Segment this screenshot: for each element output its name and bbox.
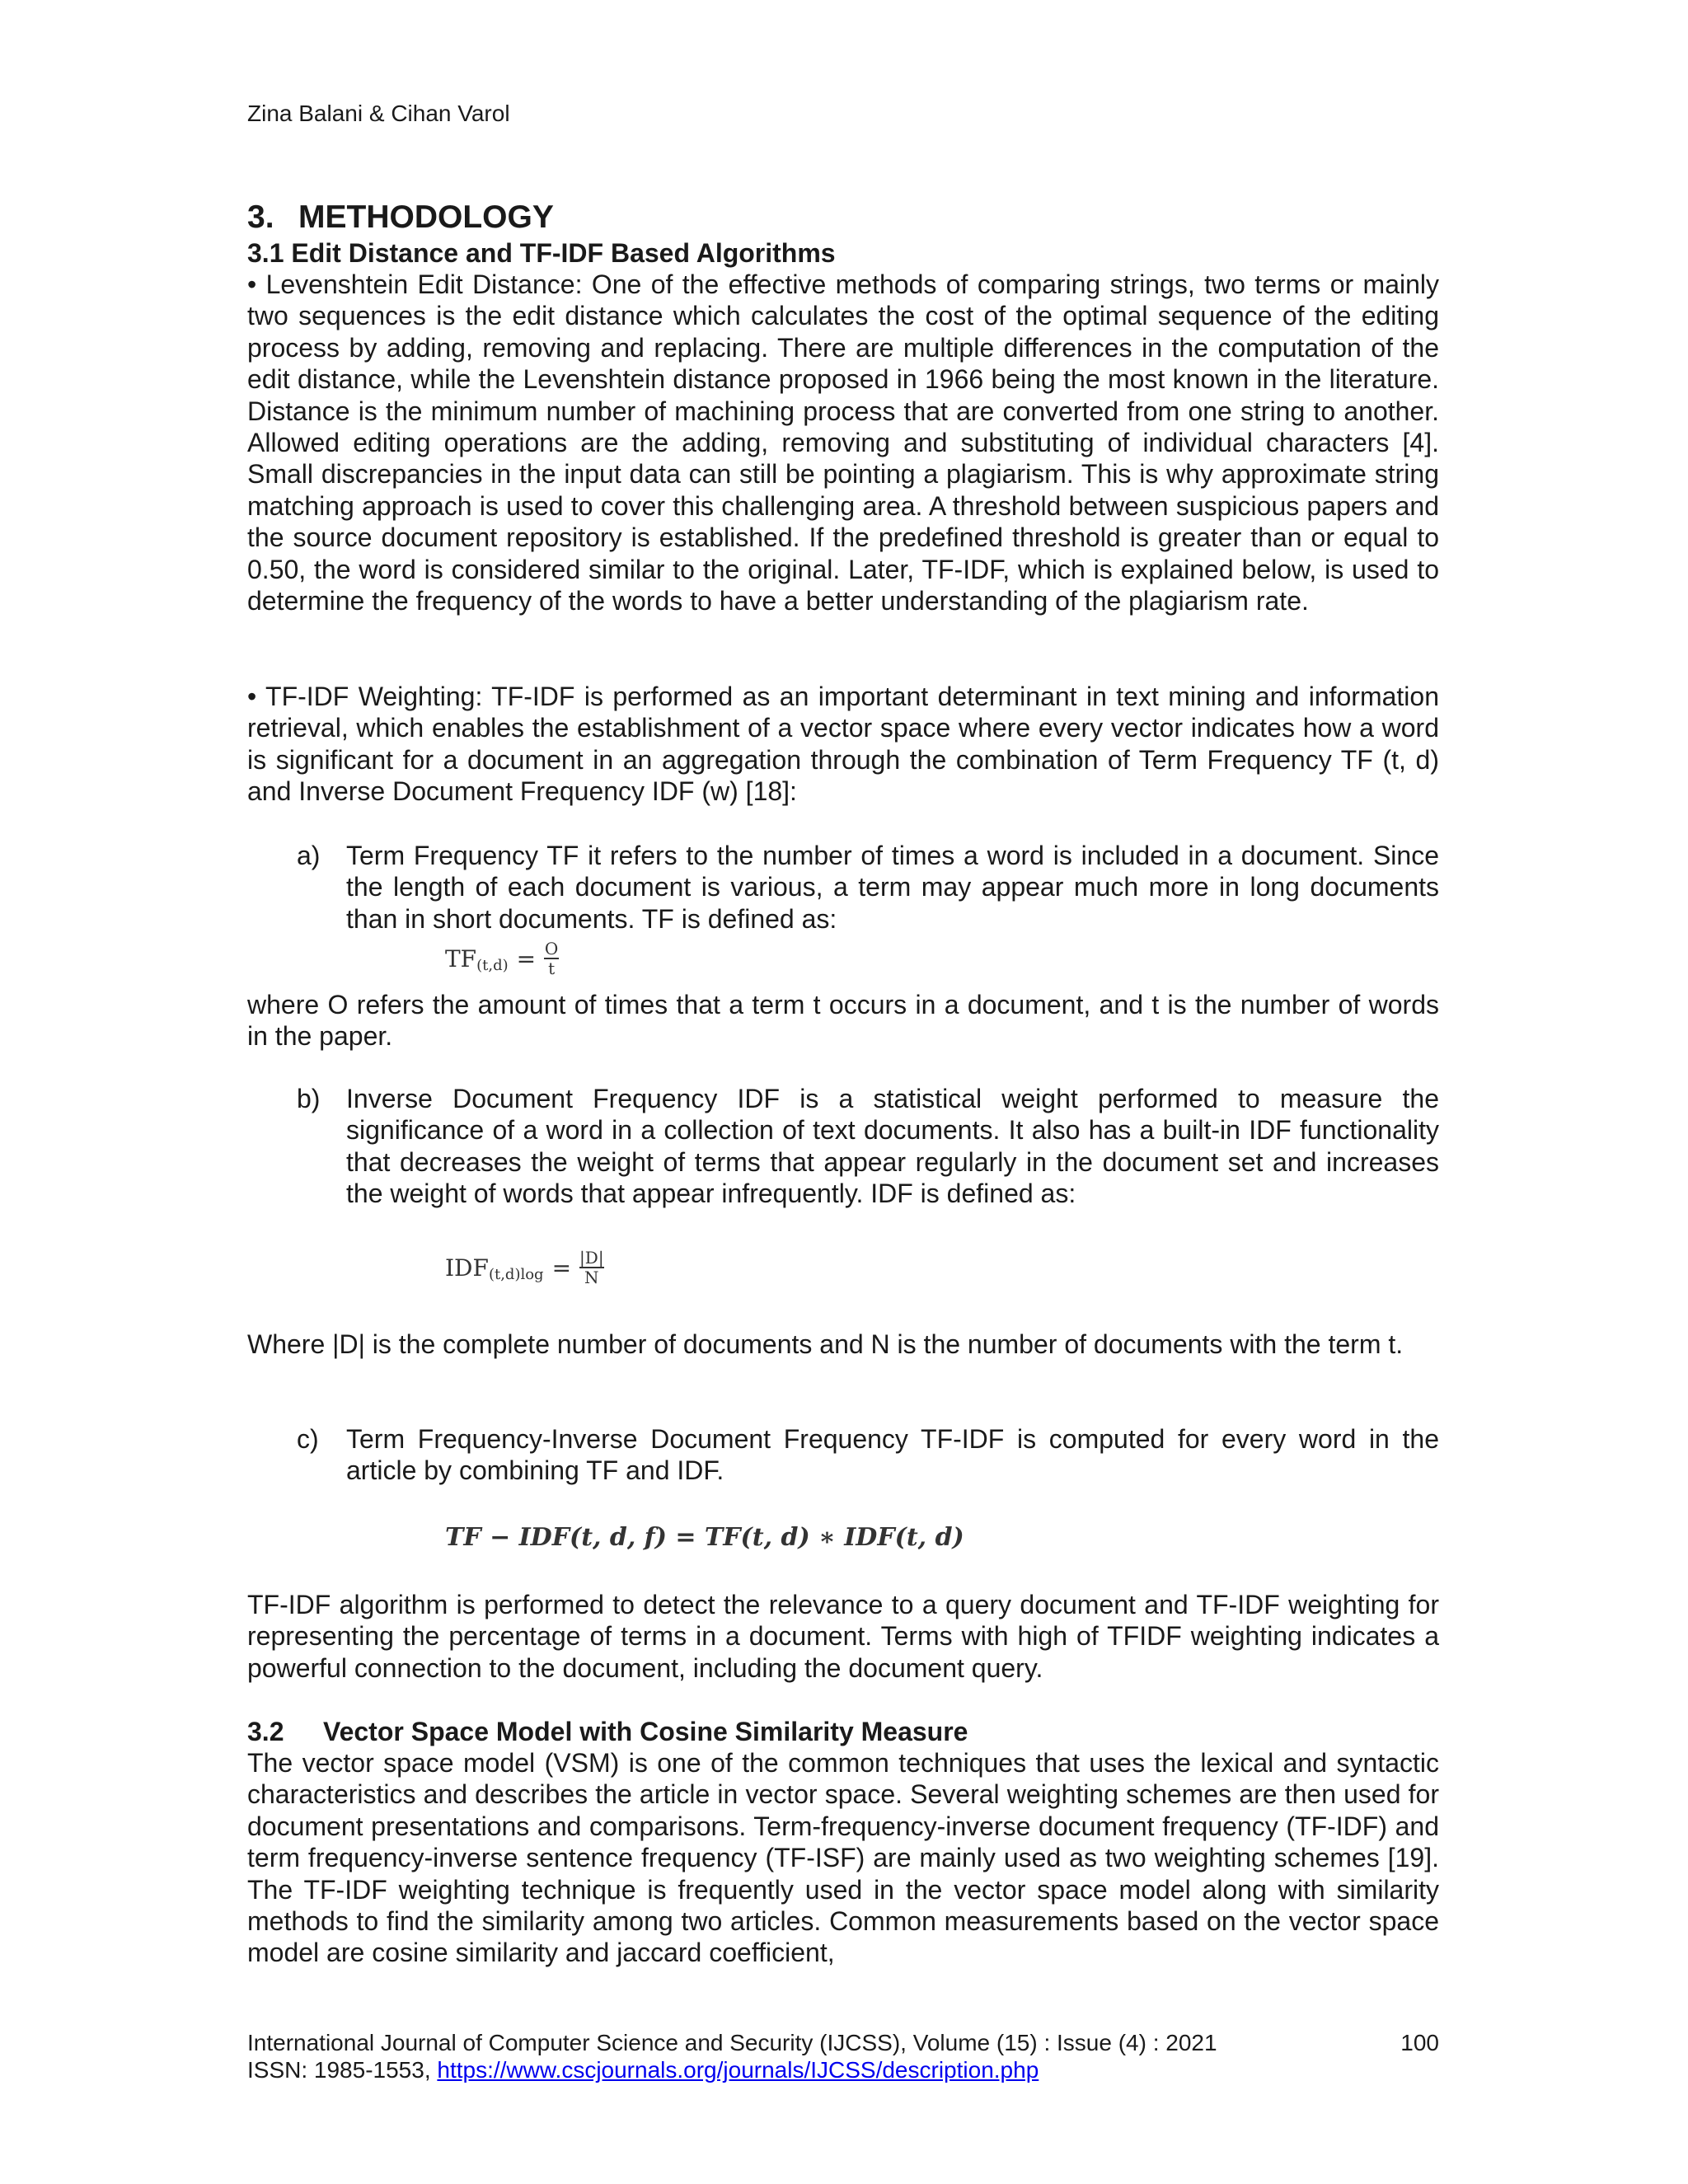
page-number: 100: [1400, 2030, 1439, 2055]
list-marker-a: a): [297, 841, 321, 870]
footer-issn: ISSN: 1985-1553,: [247, 2057, 438, 2083]
equation-tf-fraction: [544, 940, 559, 977]
equation-tf: [445, 940, 559, 977]
list-item-c: [297, 1423, 1439, 1487]
footer: [247, 2029, 1439, 2083]
paragraph-tfidf-weighting: • TF-IDF Weighting: TF-IDF is performed as an important determinant in text mining and information retrieval, which enables the establishment of a vector space where every vector indicates how a word is significant for a document in an aggregation through the combination of Term Frequency TF (t, d) and Inverse Document Frequency IDF (w) [18]:: [247, 682, 1439, 807]
equation-idf-denominator: N: [584, 1268, 599, 1287]
equation-idf-equals: =: [551, 1254, 572, 1282]
equation-tf-lhs: TF: [445, 944, 477, 972]
list-item-b-text: Inverse Document Frequency IDF is a statistical weight performed to measure the significance of a word in a collection of text documents. It also has a built-in IDF functionality that decreases the weight of terms that appear regularly in the document set and increases the weight of words that appear infrequently. IDF is defined as:: [346, 1084, 1439, 1209]
running-head-authors: Zina Balani & Cihan Varol: [247, 101, 510, 126]
footer-journal: International Journal of Computer Science and Security (IJCSS), Volume (15) : Issue (4) : 2021: [247, 2030, 1217, 2055]
equation-idf-fraction: [579, 1249, 604, 1286]
paragraph-levenshtein: • Levenshtein Edit Distance: One of the effective methods of comparing strings, two terms or mainly two sequences is the edit distance which calculates the cost of the optimal sequence of the editing process by adding, removing and replacing. There are multiple differences in the computation of the edit distance, while the Levenshtein distance proposed in 1966 being the most known in the literature. Distance is the minimum number of machining process that are converted from one string to another. Allowed editing operations are the adding, removing and substituting of individual characters [4]. Small discrepancies in the input data can still be pointing a plagiarism. This is why approximate string matching approach is used to cover this challenging area. A threshold between suspicious papers and the source document repository is established. If the predefined threshold is greater than or equal to 0.50, the word is considered similar to the original. Later, TF-IDF, which is explained below, is used to determine the frequency of the words to have a better understanding of the plagiarism rate.: [247, 269, 1439, 616]
journal-link[interactable]: https://www.cscjournals.org/journals/IJCSS/description.php: [437, 2057, 1039, 2083]
subsection-heading-3-1: 3.1 Edit Distance and TF-IDF Based Algorithms: [247, 238, 836, 268]
equation-idf-lhs: IDF: [445, 1254, 489, 1282]
section-heading: [247, 198, 554, 237]
paragraph-vector-space-model: The vector space model (VSM) is one of the common techniques that uses the lexical and syntactic characteristics and describes the article in vector space. Several weighting schemes are then used for document presentations and comparisons. Term-frequency-inverse document frequency (TF-IDF) and term frequency-inverse sentence frequency (TF-ISF) are mainly used as two weighting schemes [19]. The TF-IDF weighting technique is frequently used in the vector space model along with similarity methods to find the similarity among two articles. Common measurements based on the vector space model are cosine similarity and jaccard coefficient,: [247, 1748, 1439, 1968]
equation-tf-numerator: O: [544, 939, 559, 958]
subsection-title: Vector Space Model with Cosine Similarity Measure: [323, 1717, 968, 1746]
footer-issn-line: [247, 2056, 1439, 2083]
paragraph-tfidf-summary: TF-IDF algorithm is performed to detect the relevance to a query document and TF-IDF weighting for representing the percentage of terms in a document. Terms with high of TFIDF weighting indicates a powerful connection to the document, including the document query.: [247, 1590, 1439, 1683]
equation-tf-denominator: t: [548, 958, 556, 978]
list-marker-c: c): [297, 1424, 319, 1454]
equation-idf-sub: (t,d)log: [488, 1265, 544, 1283]
equation-idf-numerator: |D|: [579, 1248, 604, 1268]
subsection-heading-3-2: [247, 1716, 968, 1747]
list-item-c-text: Term Frequency-Inverse Document Frequency TF-IDF is computed for every word in the article by combining TF and IDF.: [346, 1424, 1439, 1486]
paragraph-where-d: Where |D| is the complete number of documents and N is the number of documents with the term t.: [247, 1329, 1404, 1359]
list-marker-b: b): [297, 1084, 321, 1113]
section-title: METHODOLOGY: [298, 199, 554, 235]
equation-tf-equals: =: [516, 944, 537, 972]
list-item-a-text: Term Frequency TF it refers to the number of times a word is included in a document. Since the length of each document is various, a term may appear much more in long documents than in short documents. TF is defined as:: [346, 841, 1439, 934]
list-item-b: [297, 1083, 1439, 1210]
equation-tfidf: TF − IDF(t, d, f) = TF(t, d) ∗ IDF(t, d): [445, 1523, 964, 1552]
paragraph-where-o: where O refers the amount of times that a term t occurs in a document, and t is the number of words in the paper.: [247, 990, 1439, 1052]
equation-tf-sub: (t,d): [476, 956, 509, 974]
equation-idf: [445, 1249, 604, 1286]
list-item-a: [297, 840, 1439, 935]
section-number: 3.: [247, 199, 274, 235]
subsection-number: 3.2: [247, 1717, 284, 1746]
